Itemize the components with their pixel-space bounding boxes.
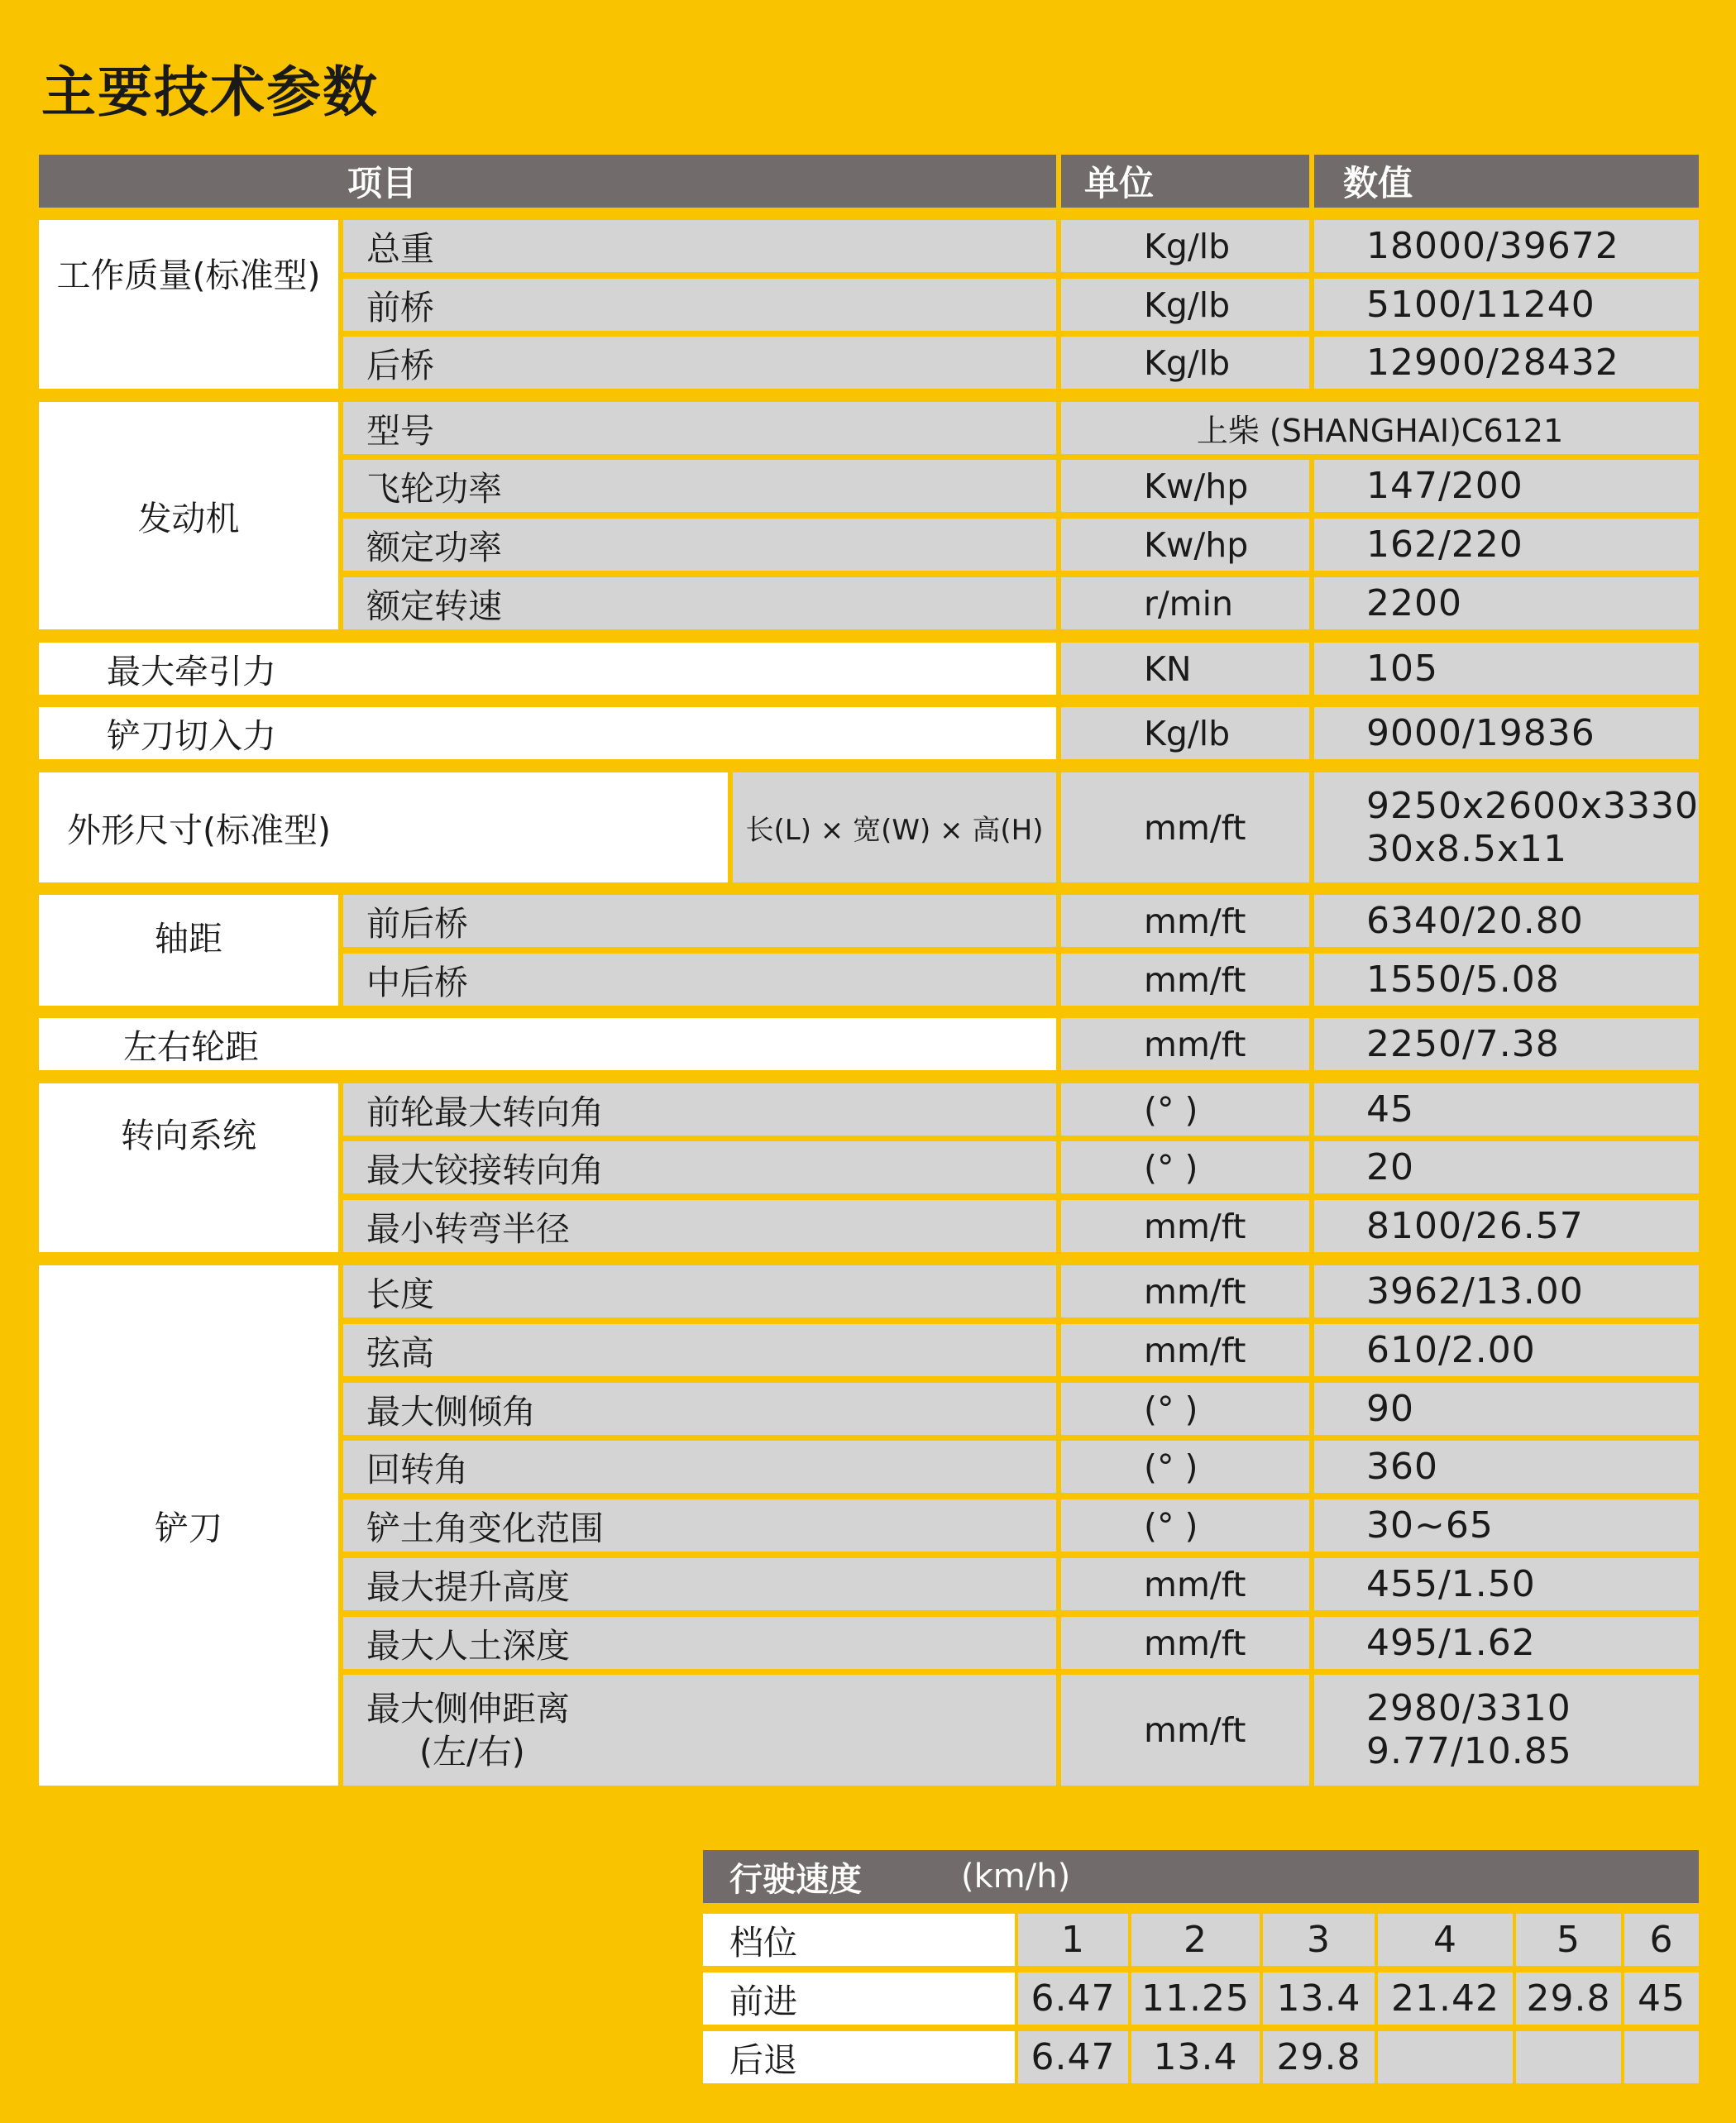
reverse-cell: 29.8	[1263, 2031, 1375, 2083]
gear-cell: 5	[1516, 1914, 1621, 1966]
side-shift-value	[1314, 1675, 1699, 1786]
row-value: 162/220	[1314, 519, 1699, 571]
engine-model-value: 上柴 (SHANGHAI)C6121	[1061, 402, 1699, 454]
row-name: 中后桥	[343, 954, 1056, 1006]
row-name: 型号	[343, 402, 1056, 454]
header-unit: 单位	[1061, 155, 1309, 208]
side-shift-unit: mm/ft	[1061, 1675, 1309, 1786]
row-unit: mm/ft	[1061, 1200, 1309, 1252]
row-unit: Kg/lb	[1061, 279, 1309, 331]
speed-unit: (km/h)	[961, 1858, 1071, 1896]
row-value: 3962/13.00	[1314, 1265, 1699, 1317]
row-value: 45	[1314, 1083, 1699, 1136]
reverse-cell: 13.4	[1131, 2031, 1260, 2083]
track-value: 2250/7.38	[1314, 1018, 1699, 1070]
row-value: 1550/5.08	[1314, 954, 1699, 1006]
header-item: 项目	[39, 155, 1056, 208]
row-unit: r/min	[1061, 577, 1309, 629]
side-shift-name-2: (左/右)	[419, 1732, 525, 1772]
row-unit: (° )	[1061, 1083, 1309, 1136]
traction-value: 105	[1314, 643, 1699, 695]
gear-cell: 1	[1018, 1914, 1128, 1966]
row-unit: mm/ft	[1061, 1324, 1309, 1376]
row-value: 6340/20.80	[1314, 895, 1699, 947]
side-shift-name	[343, 1675, 1056, 1786]
row-value: 90	[1314, 1383, 1699, 1435]
forward-cell: 21.42	[1378, 1972, 1513, 2025]
row-unit: (° )	[1061, 1383, 1309, 1435]
row-name: 飞轮功率	[343, 460, 1056, 512]
reverse-cell: 6.47	[1018, 2031, 1128, 2083]
row-value: 18000/39672	[1314, 220, 1699, 272]
row-unit: mm/ft	[1061, 1558, 1309, 1610]
side-shift-value-mm: 2980/3310	[1366, 1687, 1571, 1729]
speed-title: 行驶速度	[729, 1860, 862, 1899]
gear-cell: 2	[1131, 1914, 1260, 1966]
row-unit: (° )	[1061, 1499, 1309, 1552]
reverse-cell	[1624, 2031, 1699, 2083]
dimensions-unit: mm/ft	[1061, 772, 1309, 882]
row-unit: Kw/hp	[1061, 460, 1309, 512]
row-value: 20	[1314, 1141, 1699, 1193]
group-label-blade: 铲刀	[39, 1265, 338, 1786]
forward-cell: 13.4	[1263, 1972, 1375, 2025]
cutting-value: 9000/19836	[1314, 707, 1699, 759]
dimensions-value-ft: 30x8.5x11	[1366, 827, 1568, 870]
reverse-cell	[1378, 2031, 1513, 2083]
row-value: 12900/28432	[1314, 337, 1699, 389]
row-name: 最大铰接转向角	[343, 1141, 1056, 1193]
dimensions-sub: 长(L) × 宽(W) × 高(H)	[733, 772, 1056, 882]
group-label-steering: 转向系统	[39, 1083, 338, 1252]
cutting-unit: Kg/lb	[1061, 707, 1309, 759]
side-shift-value-ft: 9.77/10.85	[1366, 1730, 1572, 1772]
row-value: 360	[1314, 1441, 1699, 1493]
row-unit: mm/ft	[1061, 954, 1309, 1006]
row-value: 30~65	[1314, 1499, 1699, 1552]
row-name: 额定转速	[343, 577, 1056, 629]
speed-header	[703, 1850, 1699, 1903]
row-unit: mm/ft	[1061, 1265, 1309, 1317]
row-value: 5100/11240	[1314, 279, 1699, 331]
row-name: 前后桥	[343, 895, 1056, 947]
reverse-label: 后退	[703, 2031, 1015, 2083]
row-name: 铲土角变化范围	[343, 1499, 1056, 1552]
row-name: 前桥	[343, 279, 1056, 331]
group-label-engine: 发动机	[39, 402, 338, 629]
row-name: 弦高	[343, 1324, 1056, 1376]
forward-cell: 6.47	[1018, 1972, 1128, 2025]
row-unit: (° )	[1061, 1141, 1309, 1193]
header-value: 数值	[1314, 155, 1699, 208]
traction-label: 最大牵引力	[39, 643, 1056, 695]
row-unit: mm/ft	[1061, 895, 1309, 947]
dimensions-value-mm: 9250x2600x3330	[1366, 784, 1699, 827]
group-label-weight: 工作质量(标准型)	[39, 220, 338, 389]
cutting-label: 铲刀切入力	[39, 707, 1056, 759]
page-title: 主要技术参数	[41, 60, 379, 124]
row-name: 前轮最大转向角	[343, 1083, 1056, 1136]
row-name: 回转角	[343, 1441, 1056, 1493]
row-value: 147/200	[1314, 460, 1699, 512]
group-label-wheelbase: 轴距	[39, 895, 338, 1006]
row-value: 455/1.50	[1314, 1558, 1699, 1610]
row-name: 最大侧倾角	[343, 1383, 1056, 1435]
row-name: 最小转弯半径	[343, 1200, 1056, 1252]
row-unit: Kg/lb	[1061, 220, 1309, 272]
row-value: 2200	[1314, 577, 1699, 629]
gear-cell: 4	[1378, 1914, 1513, 1966]
forward-cell: 11.25	[1131, 1972, 1260, 2025]
row-name: 后桥	[343, 337, 1056, 389]
row-value: 610/2.00	[1314, 1324, 1699, 1376]
dimensions-value	[1314, 772, 1699, 882]
row-unit: (° )	[1061, 1441, 1309, 1493]
side-shift-name-1: 最大侧伸距离	[366, 1689, 570, 1729]
gear-label: 档位	[703, 1914, 1015, 1966]
row-name: 最大提升高度	[343, 1558, 1056, 1610]
row-unit: mm/ft	[1061, 1617, 1309, 1669]
row-unit: Kw/hp	[1061, 519, 1309, 571]
track-label: 左右轮距	[39, 1018, 1056, 1070]
gear-cell: 6	[1624, 1914, 1699, 1966]
forward-cell: 29.8	[1516, 1972, 1621, 2025]
row-name: 额定功率	[343, 519, 1056, 571]
forward-cell: 45	[1624, 1972, 1699, 2025]
forward-label: 前进	[703, 1972, 1015, 2025]
row-value: 495/1.62	[1314, 1617, 1699, 1669]
row-unit: Kg/lb	[1061, 337, 1309, 389]
track-unit: mm/ft	[1061, 1018, 1309, 1070]
row-value: 8100/26.57	[1314, 1200, 1699, 1252]
row-name: 长度	[343, 1265, 1056, 1317]
traction-unit: KN	[1061, 643, 1309, 695]
row-name: 最大人土深度	[343, 1617, 1056, 1669]
dimensions-label: 外形尺寸(标准型)	[39, 772, 728, 882]
row-name: 总重	[343, 220, 1056, 272]
reverse-cell	[1516, 2031, 1621, 2083]
gear-cell: 3	[1263, 1914, 1375, 1966]
